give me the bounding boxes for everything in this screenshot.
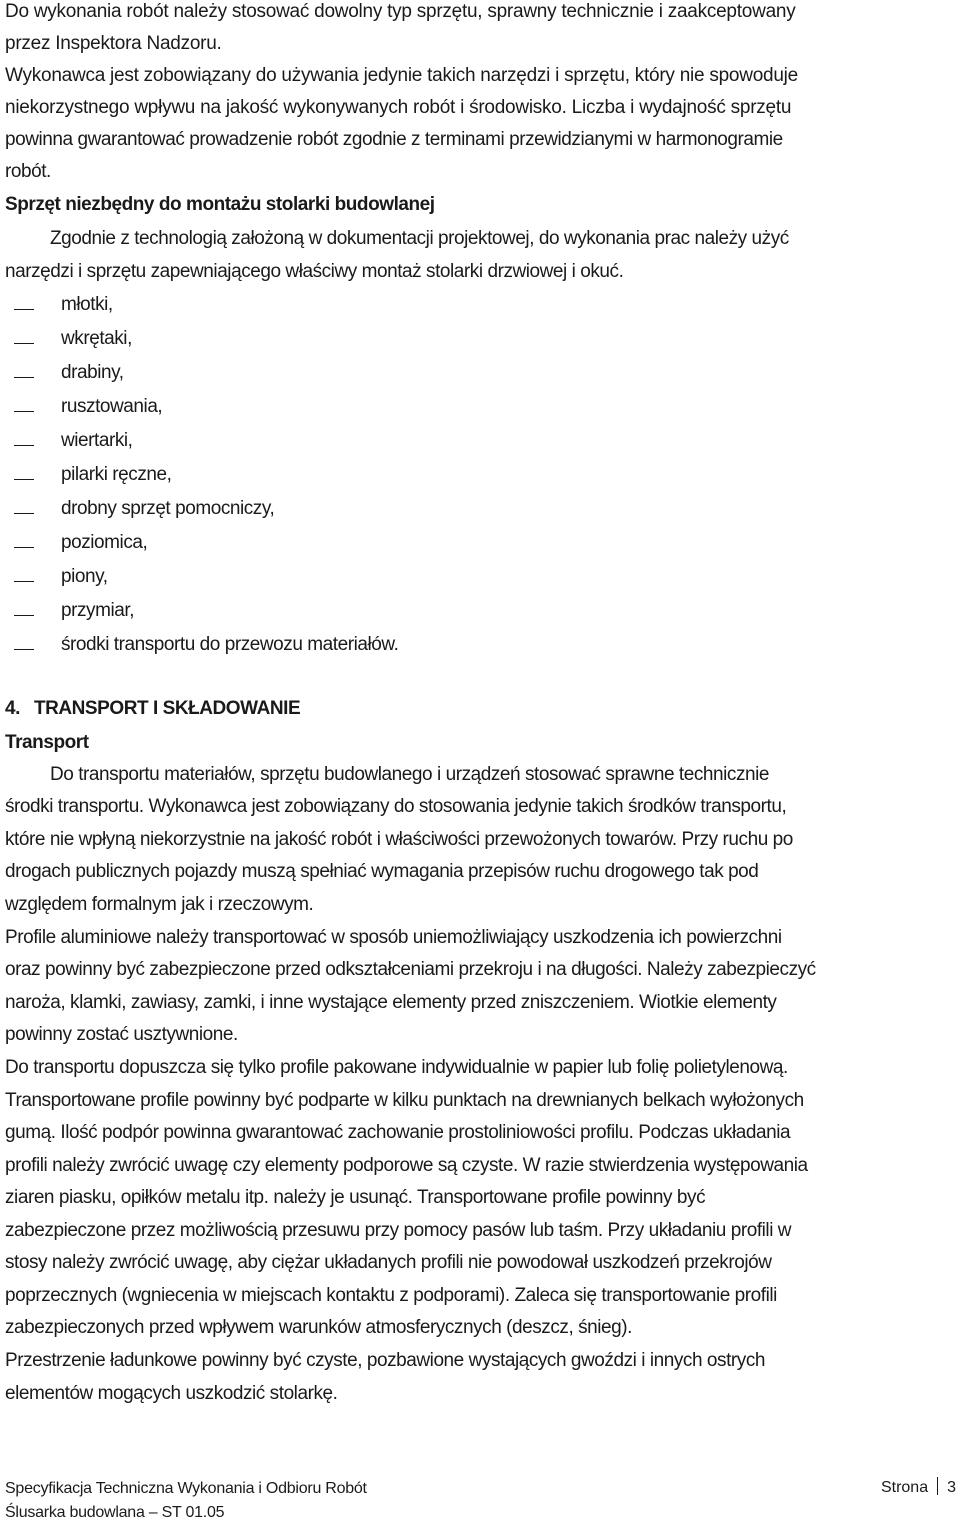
paragraph-line: narzędzi i sprzętu zapewniającego właściwy montaż stolarki drzwiowej i okuć. <box>5 261 624 282</box>
paragraph-line: oraz powinny być zabezpieczone przed odkształceniami przekroju i na długości. Należy zabezpieczyć <box>5 959 816 980</box>
section-title <box>5 697 300 721</box>
paragraph-line: zabezpieczonych przed wpływem warunków atmosferycznych (deszcz, śnieg). <box>5 1317 632 1338</box>
page-label: Strona <box>880 1479 929 1496</box>
list-item: piony, <box>61 566 108 587</box>
list-item: środki transportu do przewozu materiałów. <box>61 634 399 655</box>
list-item: pilarki ręczne, <box>61 464 172 485</box>
paragraph-line: elementów mogących uszkodzić stolarkę. <box>5 1383 338 1404</box>
list-item: rusztowania, <box>61 396 163 417</box>
page-number: 3 <box>947 1479 956 1496</box>
list-item: drobny sprzęt pomocniczy, <box>61 498 275 519</box>
footer-doc-subtitle: Ślusarka budowlana – ST 01.05 <box>5 1504 225 1521</box>
list-item: drabiny, <box>61 362 124 383</box>
list-item: poziomica, <box>61 532 148 553</box>
footer-page-indicator <box>881 1477 956 1498</box>
list-item: wiertarki, <box>61 430 133 451</box>
paragraph-line: profili należy zwrócić uwagę czy elementy podporowe są czyste. W razie stwierdzenia występowania <box>5 1155 808 1176</box>
paragraph-line: ziaren piasku, opiłków metalu itp. należy je usunąć. Transportowane profile powinny być <box>5 1187 706 1208</box>
footer-doc-title: Specyfikacja Techniczna Wykonania i Odbioru Robót <box>5 1480 367 1497</box>
paragraph-line: Do transportu materiałów, sprzętu budowlanego i urządzeń stosować sprawne technicznie <box>50 764 769 785</box>
paragraph-line: naroża, klamki, zawiasy, zamki, i inne wystające elementy przed zniszczeniem. Wiotkie elementy <box>5 992 777 1013</box>
paragraph-line: Profile aluminiowe należy transportować w sposób uniemożliwiający uszkodzenia ich powierzchni <box>5 927 782 948</box>
paragraph-line: poprzecznych (wgniecenia w miejscach kontaktu z podporami). Zaleca się transportowanie profili <box>5 1285 777 1306</box>
list-item: przymiar, <box>61 600 135 621</box>
paragraph-line: drogach publicznych pojazdy muszą spełniać wymagania przepisów ruchu drogowego tak pod <box>5 861 759 882</box>
paragraph-line: Transportowane profile powinny być podparte w kilku punktach na drewnianych belkach wyłożonych <box>5 1090 804 1111</box>
paragraph-line: powinny zostać usztywnione. <box>5 1024 238 1045</box>
section-title-text: TRANSPORT I SKŁADOWANIE <box>33 698 301 719</box>
paragraph-line: stosy należy zwrócić uwagę, aby ciężar układanych profili nie powodował uszkodzeń przekrojów <box>5 1252 772 1273</box>
paragraph-line: które nie wpłyną niekorzystnie na jakość robót i właściwości przewożonych towarów. Przy ruchu po <box>5 829 793 850</box>
paragraph-line: zabezpieczone przez możliwością przesuwu przy pomocy pasów lub taśm. Przy układaniu profili w <box>5 1220 792 1241</box>
paragraph-line: środki transportu. Wykonawca jest zobowiązany do stosowania jedynie takich środków transportu, <box>5 796 787 817</box>
paragraph-line: Przestrzenie ładunkowe powinny być czyste, pozbawione wystających gwoździ i innych ostrych <box>5 1350 765 1371</box>
list-item: młotki, <box>61 294 113 315</box>
paragraph-line: Zgodnie z technologią założoną w dokumentacji projektowej, do wykonania prac należy użyć <box>50 228 789 249</box>
paragraph-line: względem formalnym jak i rzeczowym. <box>5 894 314 915</box>
section-number: 4. <box>5 698 20 719</box>
list-item: wkrętaki, <box>61 328 132 349</box>
paragraph-line: Wykonawca jest zobowiązany do używania jedynie takich narzędzi i sprzętu, który nie spowoduje <box>5 65 798 86</box>
paragraph-line: Do wykonania robót należy stosować dowolny typ sprzętu, sprawny technicznie i zaakceptowany <box>5 1 796 22</box>
paragraph-line: Do transportu dopuszcza się tylko profile pakowane indywidualnie w papier lub folię polietylenową. <box>5 1057 788 1078</box>
paragraph-line: niekorzystnego wpływu na jakość wykonywanych robót i środowisko. Liczba i wydajność sprzętu <box>5 97 792 118</box>
paragraph-line: przez Inspektora Nadzoru. <box>5 33 222 54</box>
paragraph-line: gumą. Ilość podpór powinna gwarantować zachowanie prostoliniowości profilu. Podczas układania <box>5 1122 791 1143</box>
subsection-heading: Transport <box>5 732 89 753</box>
page-separator <box>937 1477 938 1495</box>
paragraph-line: powinna gwarantować prowadzenie robót zgodnie z terminami przewidzianymi w harmonogramie <box>5 129 783 150</box>
section-heading: Sprzęt niezbędny do montażu stolarki budowlanej <box>5 194 435 215</box>
paragraph-line: robót. <box>5 161 51 182</box>
